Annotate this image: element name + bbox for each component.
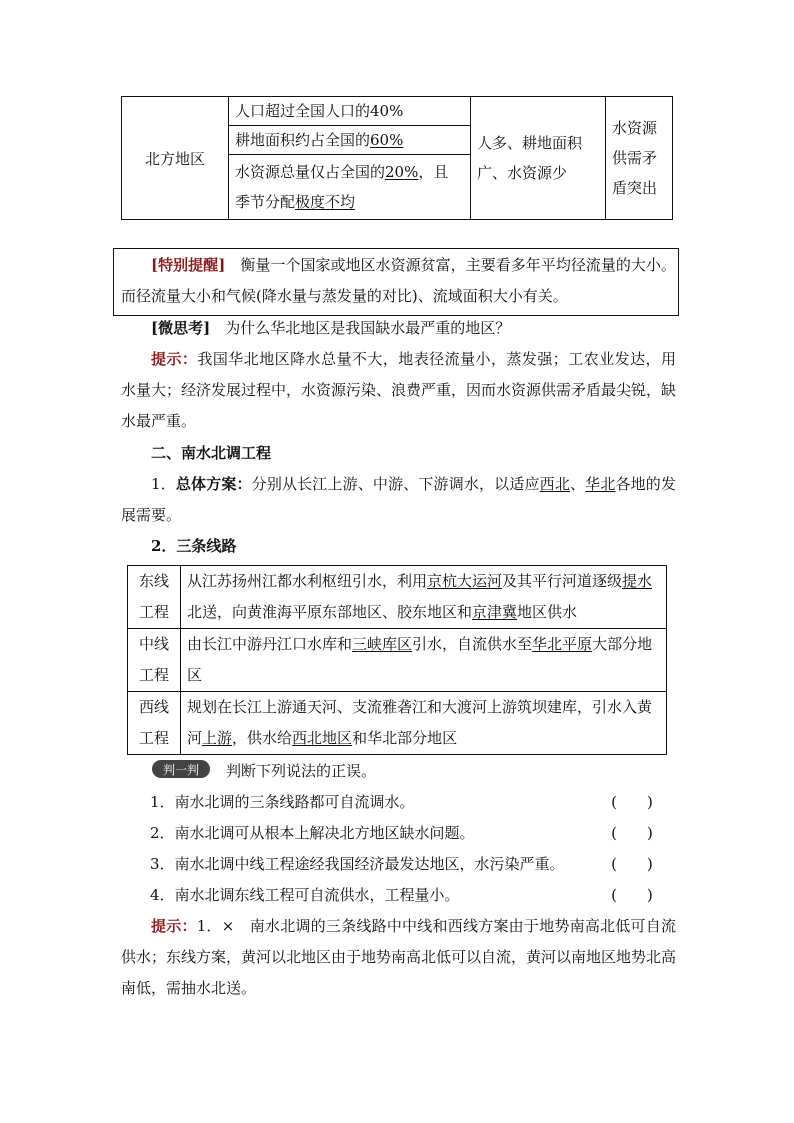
fact-farmland-text: 耕地面积约占全国的: [235, 131, 371, 149]
judge-answer-1[interactable]: ( ): [611, 793, 653, 811]
route-desc-middle: [181, 629, 667, 692]
overall-plan-text: 分别从长江上游、中游、下游调水，以适应: [251, 475, 540, 493]
think-tag: [微思考]: [151, 319, 211, 337]
east-lift-water: 提水: [622, 572, 653, 590]
fact-water-mid: ，且: [418, 163, 449, 181]
overall-plan-north: 华北: [585, 475, 616, 493]
fact-population-text: 人口超过全国人口的: [235, 102, 371, 120]
route-desc-east: [181, 566, 667, 629]
overall-plan-num: 1．: [151, 475, 176, 493]
overall-plan-sep: 、: [569, 475, 586, 493]
region-cell: [122, 97, 229, 220]
judge-badge: 判一判: [152, 760, 210, 778]
overall-plan: [121, 469, 676, 531]
judge-answer-2[interactable]: ( ): [611, 824, 653, 842]
think-question-text: 为什么华北地区是我国缺水最严重的地区？: [225, 319, 511, 337]
think-hint-text: 我国华北地区降水总量不大，地表径流量小，蒸发强；工农业发达，用水量大；经济发展过程中，水资源污染、浪费严重，因而水资源供需矛盾最尖锐，缺水最严重。: [121, 350, 677, 430]
judge-item-3: 3．南水北调中线工程途经我国经济最发达地区，水污染严重。: [150, 855, 565, 873]
route-name-middle: 中线工程: [128, 629, 181, 692]
judge-hint-text: 1．× 南水北调的三条线路中中线和西线方案由于地势南高北低可自流供水；东线方案，黄河以北地区由于地势南高北低可以自流，黄河以南地区地势北高南低，需抽水北送。: [121, 917, 677, 997]
route-row-east: [128, 566, 667, 629]
east-grand-canal: 京杭大运河: [427, 572, 503, 590]
west-northwest: 西北地区: [292, 729, 353, 747]
middle-text-c: 大部分地区: [187, 635, 653, 684]
east-jingjinji: 京津冀: [472, 603, 518, 621]
fact-population-value: 40%: [370, 102, 404, 120]
special-reminder: [121, 250, 676, 312]
think-hint: [121, 344, 676, 437]
route-name-east: 东线工程: [128, 566, 181, 629]
region-label: 北方地区: [144, 149, 205, 168]
fact-season-value: 极度不均: [295, 193, 356, 211]
routes-table: [127, 565, 667, 755]
result-cell: [606, 97, 673, 220]
route-desc-west: [181, 692, 667, 755]
east-text-c: 北送，向黄淮海平原东部地区、胶东地区和: [187, 603, 473, 621]
section-heading: 二、南水北调工程: [151, 444, 272, 462]
routes-heading: 2．三条线路: [151, 537, 237, 555]
fact-population: [229, 97, 471, 126]
result-text: 水资源供需矛盾突出: [612, 119, 658, 197]
fact-water-text: 水资源总量仅占全国的: [235, 163, 386, 181]
judge-answer-3[interactable]: ( ): [611, 855, 653, 873]
special-reminder-text: 衡量一个国家或地区水资源贫富，主要看多年平均径流量的大小。而径流量大小和气候(降水量与蒸发量的对比)、流域面积大小有关。: [121, 256, 676, 305]
west-upstream: 上游: [202, 729, 233, 747]
fact-water: [229, 155, 471, 220]
cause-cell: [471, 97, 606, 220]
middle-text-a: 由长江中游丹江口水库和: [187, 635, 353, 653]
judge-instruction: 判断下列说法的正误。: [226, 762, 377, 780]
fact-farmland-value: 60%: [370, 131, 404, 149]
think-hint-label: 提示：: [151, 350, 198, 368]
fact-farmland: [229, 126, 471, 155]
middle-text-b: 引水，自流供水至: [412, 635, 533, 653]
north-region-table: [121, 96, 673, 220]
route-row-middle: [128, 629, 667, 692]
fact-water-value: 20%: [385, 163, 419, 181]
east-text-a: 从江苏扬州江都水利枢纽引水，利用: [187, 572, 428, 590]
judge-answer-4[interactable]: ( ): [611, 886, 653, 904]
judge-item-1: 1．南水北调的三条线路都可自流调水。: [150, 793, 415, 811]
west-text-b: ，供水给: [232, 729, 293, 747]
cause-text: 人多、耕地面积广、水资源少: [477, 134, 583, 182]
overall-plan-label: 总体方案：: [175, 475, 252, 493]
middle-north-plain: 华北平原: [532, 635, 593, 653]
think-question: [121, 313, 681, 344]
judge-item-4: 4．南水北调东线工程可自流供水，工程量小。: [150, 886, 460, 904]
east-text-d: 地区供水: [517, 603, 578, 621]
overall-plan-tail: 各地的发展需要。: [121, 475, 676, 524]
overall-plan-northwest: 西北: [539, 475, 570, 493]
judge-hint: [121, 911, 676, 1004]
east-text-b: 及其平行河道逐级: [502, 572, 623, 590]
special-reminder-tag: [特别提醒]: [151, 256, 226, 274]
judge-hint-label: 提示：: [151, 917, 197, 935]
fact-season-text: 季节分配: [235, 193, 296, 211]
route-row-west: [128, 692, 667, 755]
west-text-c: 和华北部分地区: [352, 729, 458, 747]
middle-three-gorges: 三峡库区: [352, 635, 413, 653]
judge-item-2: 2．南水北调可从根本上解决北方地区缺水问题。: [150, 824, 475, 842]
route-name-west: 西线工程: [128, 692, 181, 755]
west-text-a: 规划在长江上游通天河、支流雅砻江和大渡河上游筑坝建库，引水入黄河: [187, 698, 653, 747]
